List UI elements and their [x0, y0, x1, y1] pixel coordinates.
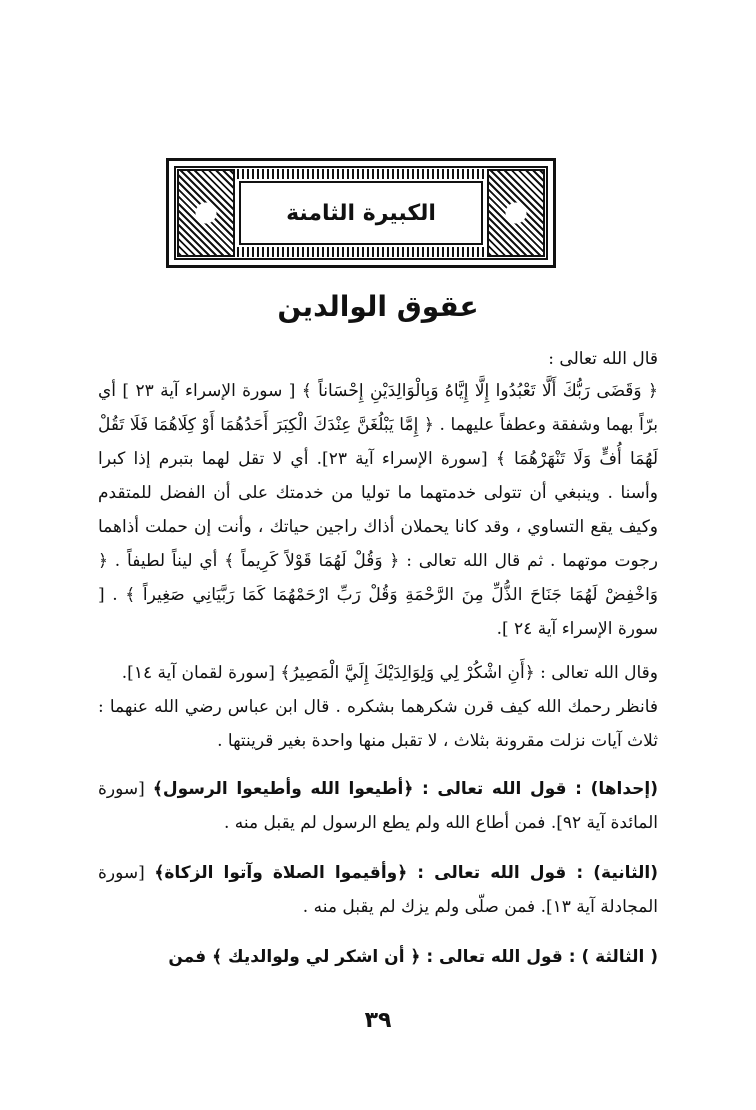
chapter-title-box	[239, 181, 483, 245]
paragraph-isra	[98, 374, 658, 646]
paragraph-first-text	[98, 772, 658, 840]
paragraph-third	[98, 940, 658, 974]
intro-paragraph	[98, 342, 658, 376]
page-number: ٣٩	[364, 1008, 392, 1033]
first-rest: [سورة المائدة آية ٩٢]. فمن أطاع الله ولم يطع الرسول لم يقبل منه .	[98, 779, 658, 833]
paragraph-isra-text: ﴿ وَقَضَى رَبُّكَ أَلَّا تَعْبُدُوا إِلَّا إِيَّاهُ وَبِالْوَالِدَيْنِ إِحْسَاناً ﴾ [ سورة الإسراء آية ٢٣ ] أي برّاً بهما وشفقة وعطفاً عليهما . ﴿ إِمَّا يَبْلُغَنَّ عِنْدَكَ الْكِبَرَ أَحَدُهُمَا أَوْ كِلَاهُمَا فَلَا تَقُلْ لَهُمَا أُفٍّ وَلَا تَنْهَرْهُمَا ﴾ [سورة الإسراء آية ٢٣]. أي لا تقل لهما بتبرم إذا كبرا وأسنا . وينبغي أن تتولى خدمتهما ما توليا من خدمتك على أن الفضل للمتقدم وكيف يقع التساوي ، وقد كانا يحملان أذاك راجين حياتك ، وأنت إن حملت أذاهما رجوت موتهما . ثم قال الله تعالى : ﴿ وَقُلْ لَهُمَا قَوْلاً كَرِيماً ﴾ أي ليناً لطيفاً . ﴿ وَاخْفِضْ لَهُمَا جَنَاحَ الذُّلِّ مِنَ الرَّحْمَةِ وَقُلْ رَبِّ ارْحَمْهُمَا كَمَا رَبَّيَانِي صَغِيراً ﴾ . [ سورة الإسراء آية ٢٤ ].	[98, 381, 658, 639]
first-label: (إحداها) : قول الله تعالى : ﴿أطيعوا الله وأطيعوا الرسول﴾	[152, 779, 658, 799]
paragraph-first	[98, 772, 658, 840]
paragraph-ibn-abbas	[98, 690, 658, 758]
chapter-title: الكبيرة الثامنة	[286, 200, 436, 226]
chapter-ornament-frame	[166, 158, 556, 268]
paragraph-second-text	[98, 856, 658, 924]
arabesque-right-ornament	[487, 169, 545, 257]
paragraph-ibn-abbas-text: فانظر رحمك الله كيف قرن شكرهما بشكره . قال ابن عباس رضي الله عنهما : ثلاث آيات نزلت مقرونة بثلاث ، لا تقبل منها واحدة بغير قرينتها .	[98, 697, 658, 751]
paragraph-luqman	[98, 656, 658, 690]
arabesque-left-ornament	[177, 169, 235, 257]
third-label: ( الثالثة ) : قول الله تعالى : ﴿ أن اشكر لي ولوالديك ﴾ فمن	[168, 947, 658, 967]
intro-text: قال الله تعالى :	[548, 349, 658, 369]
paragraph-third-text	[98, 940, 658, 974]
second-rest: [سورة المجادلة آية ١٣]. فمن صلّى ولم يزك لم يقبل منه .	[98, 863, 658, 917]
section-heading: عقوق الوالدين	[277, 290, 479, 323]
second-label: (الثانية) : قول الله تعالى : ﴿وأقيموا الصلاة وآتوا الزكاة﴾	[154, 863, 658, 883]
paragraph-second	[98, 856, 658, 924]
paragraph-luqman-text: وقال الله تعالى : ﴿أَنِ اشْكُرْ لِي وَلِوَالِدَيْكَ إِلَيَّ الْمَصِيرُ﴾ [سورة لقمان آية ١٤].	[121, 663, 658, 683]
